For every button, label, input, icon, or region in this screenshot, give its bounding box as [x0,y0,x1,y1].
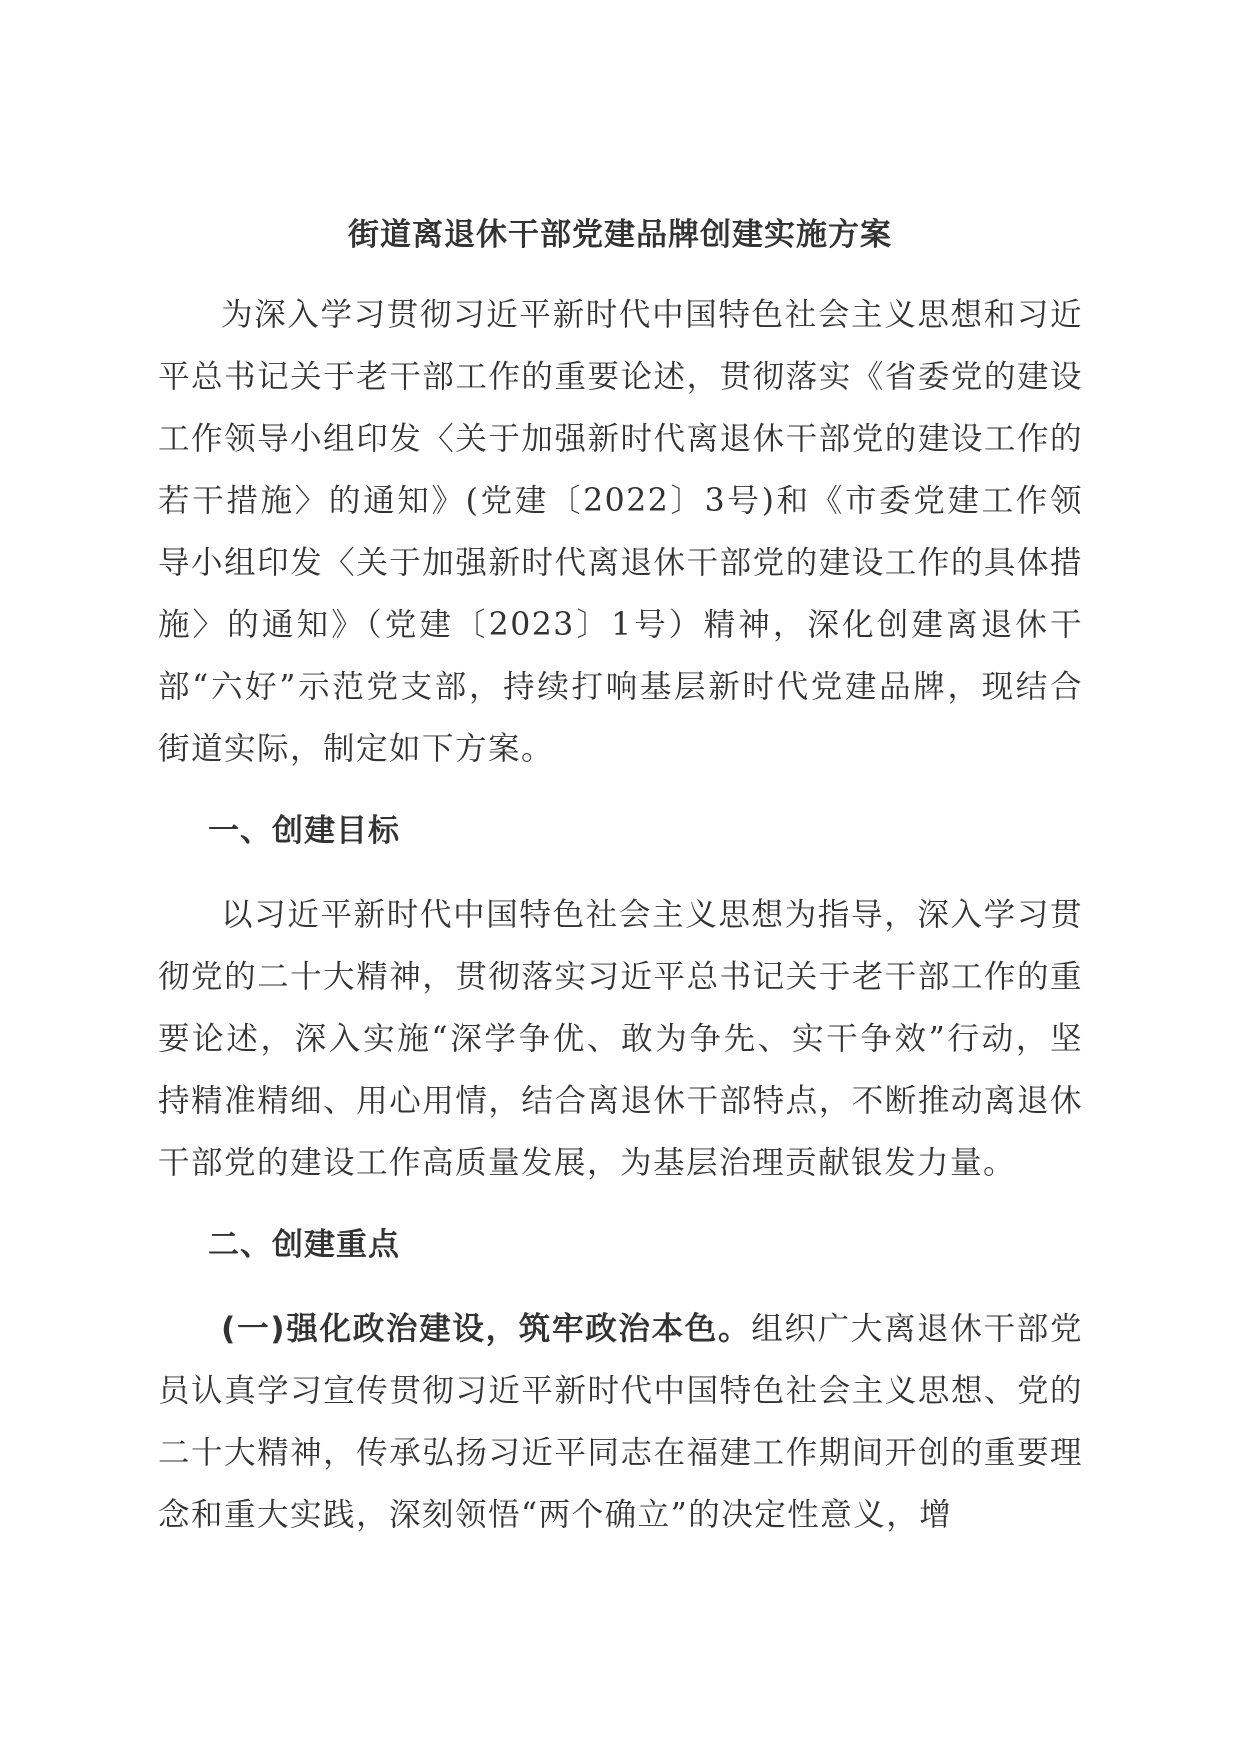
document-title: 街道离退休干部党建品牌创建实施方案 [348,217,892,253]
focus-item-1-text: 组织广大离退休干部党员认真学习宣传贯彻习近平新时代中国特色社会主义思想、党的二十大精神，传承弘扬习近平同志在福建工作期间开创的重要理念和重大实践，深刻领悟“两个确立”的决定性意义，增 [158,1311,1083,1533]
focus-item-1-lead: (一)强化政治建设，筑牢政治本色。 [221,1311,752,1347]
goals-paragraph: 以习近平新时代中国特色社会主义思想为指导，深入学习贯彻党的二十大精神，贯彻落实习近平总书记关于老干部工作的重要论述，深入实施“深学争优、敢为争先、实干争效”行动，坚持精准精细、用心用情，结合离退休干部特点，不断推动离退休干部党的建设工作高质量发展，为基层治理贡献银发力量。 [158,897,1083,1181]
section-heading-goals: 一、创建目标 [208,813,400,849]
focus-item-1-paragraph [158,1298,1083,1546]
intro-paragraph: 为深入学习贯彻习近平新时代中国特色社会主义思想和习近平总书记关于老干部工作的重要论述，贯彻落实《省委党的建设工作领导小组印发〈关于加强新时代离退休干部党的建设工作的若干措施〉的通知》(党建〔2022〕3号)和《市委党建工作领导小组印发〈关于加强新时代离退休干部党的建设工作的具体措施〉的通知》（党建〔2023〕1号）精神，深化创建离退休干部“六好”示范党支部，持续打响基层新时代党建品牌，现结合街道实际，制定如下方案。 [158,297,1083,767]
document-body [158,284,1083,1566]
section-heading-focus: 二、创建重点 [208,1227,400,1263]
